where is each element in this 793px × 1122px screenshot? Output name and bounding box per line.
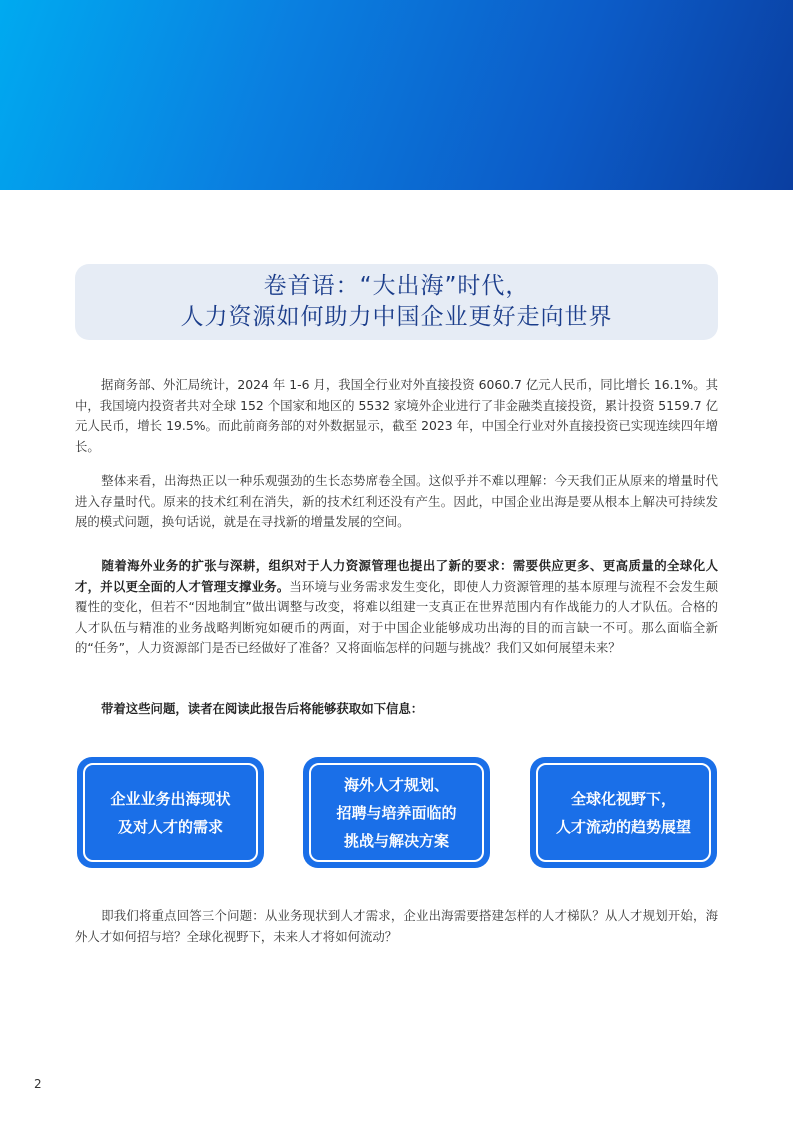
card-text [110,785,230,841]
info-card-talent-mobility [533,760,714,865]
paragraph-overview-text: 整体来看，出海热正以一种乐观强劲的生长态势席卷全国。这似乎并不难以理解：今天我们正从原来的增量时代进入存量时代。原来的技术红利在消失，新的技术红利还没有产生。因此，中国企业出海是要从根本上解决可持续发展的模式问题，换句话说，就是在寻找新的增量发展的空间。 [75,473,718,530]
card-line: 挑战与解决方案 [343,831,449,850]
card-line: 招聘与培养面临的 [336,803,457,822]
paragraph-statistics-text: 据商务部、外汇局统计，2024 年 1-6 月，我国全行业对外直接投资 6060.7 亿元人民币，同比增长 16.1%。其中，我国境内投资者共对全球 152 个国家和地区的 5532 家境外企业进行了非金融类直接投资，累计投资 5159.7 亿元人民币，增长 19.5%。而此前商务部的对外数据显示，截至 2023 年，中国全行业对外直接投资已实现连续四年增长。 [75,377,718,454]
paragraph-lead-in [75,699,718,720]
info-card-business-status [80,760,261,865]
paragraph-requirements-text: 当环境与业务需求发生变化，即使人力资源管理的基本原理与流程不会发生颠覆性的变化，但若不“因地制宜”做出调整与改变，将难以组建一支真正在世界范围内有作战能力的人才队伍。合格的人才队伍与精准的业务战略判断宛如硬币的两面，对于中国企业能够成功出海的目的而言缺一不可。那么面临全新的“任务”，人力资源部门是否已经做好了准备？又将面临怎样的问题与挑战？我们又如何展望未来？ [75,578,719,656]
paragraph-lead-in-text: 带着这些问题，读者在阅读此报告后将能够获取如下信息： [101,701,424,716]
paragraph-statistics [75,375,718,457]
paragraph-requirements-bold: 随着海外业务的扩张与深耕，组织对于人力资源管理也提出了新的要求：需要供应更多、更高质量的全球化人才，并以更全面的人才管理支撑业务。 [75,558,718,594]
title-box [75,264,718,340]
page-title-line2: 人力资源如何助力中国企业更好走向世界 [180,304,613,330]
paragraph-overview [75,471,718,533]
page-title-line1: 卷首语：“大出海”时代， [263,273,530,299]
card-line: 人才流动的趋势展望 [555,817,691,836]
card-line: 及对人才的需求 [117,817,223,836]
card-line: 海外人才规划、 [343,775,449,794]
page-number: 2 [34,1077,42,1091]
paragraph-summary [75,906,718,947]
card-text [336,771,456,855]
info-card-talent-challenges [306,760,487,865]
paragraph-summary-text: 即我们将重点回答三个问题：从业务现状到人才需求，企业出海需要搭建怎样的人才梯队？从人才规划开始，海外人才如何招与培？全球化视野下，未来人才将如何流动？ [75,908,718,944]
paragraph-requirements [75,556,718,659]
card-text [556,785,691,841]
card-line: 全球化视野下， [570,789,676,808]
card-line: 企业业务出海现状 [110,789,231,808]
header-banner [0,0,793,190]
